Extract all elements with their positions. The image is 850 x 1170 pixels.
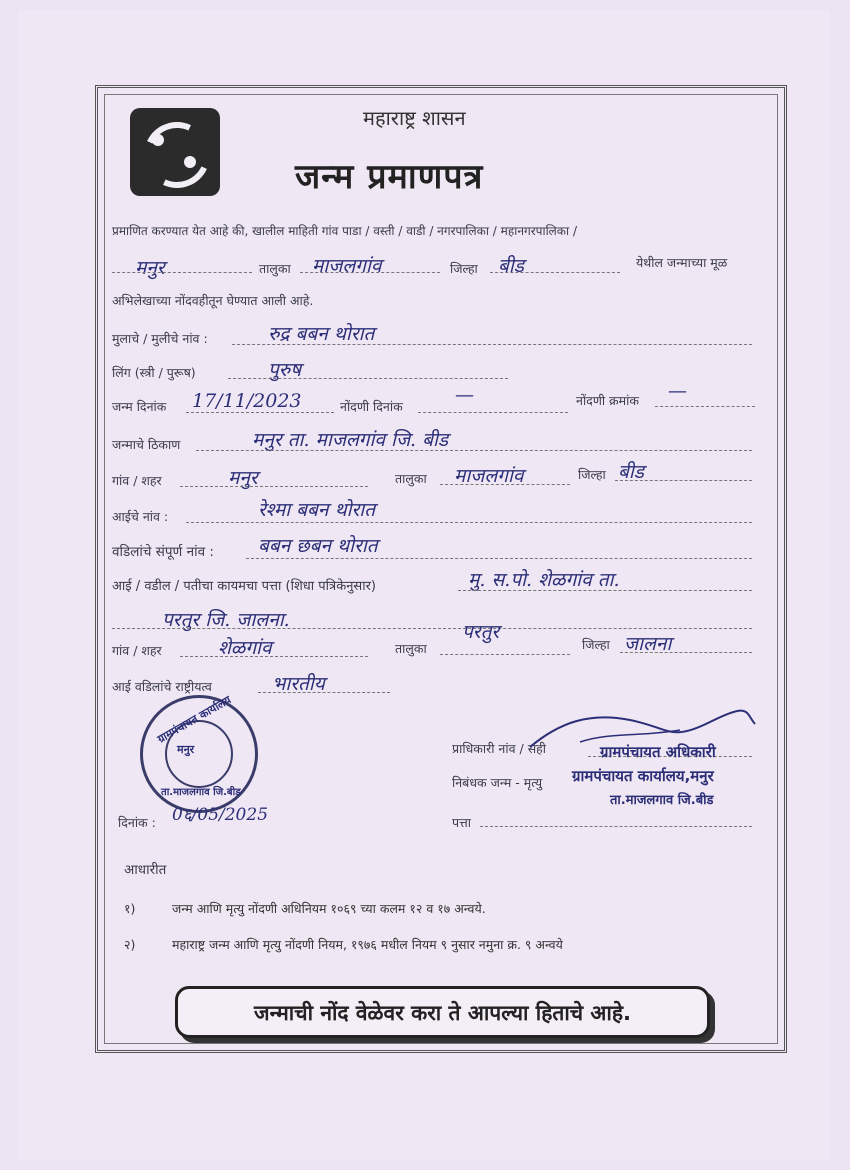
office-seal <box>140 695 258 813</box>
town-value: मनुर <box>228 467 258 489</box>
date-value: 0६/05/2025 <box>172 805 269 825</box>
reg-no-value: — <box>668 380 687 402</box>
address-label: आई / वडील / पतीचा कायमचा पत्ता (शिधा पत्रिकेनुसार) <box>112 579 376 594</box>
basis-item2-number: २) <box>124 937 136 952</box>
town-district-value: बीड <box>618 461 644 483</box>
town2-taluka-label: तालुका <box>395 641 427 656</box>
town2-taluka-value: परतुर <box>462 621 500 643</box>
town2-label: गांव / शहर <box>112 643 162 658</box>
reg-date-label: नोंदणी दिनांक <box>340 399 403 414</box>
seal-top-text: ग्रामपंचायत कार्यालय <box>155 693 234 746</box>
address-value-line2: परतुर जि. जालना. <box>162 609 290 631</box>
intro-line1: प्रमाणित करण्यात येत आहे की, खालील माहिती गांव पाडा / वस्ती / वाडी / नगरपालिका / महानगरपालिका / <box>112 224 577 238</box>
town-label: गांव / शहर <box>112 473 162 488</box>
seal-center-text: मनुर <box>177 743 195 756</box>
basis-item2-text: महाराष्ट्र जन्म आणि मृत्यु नोंदणी नियम, १९७६ मधील नियम ९ नुसार नमुना क्र. ९ अन्वये <box>172 937 563 952</box>
government-logo-icon <box>130 108 220 196</box>
reg-no-label: नोंदणी क्रमांक <box>576 393 639 408</box>
town-taluka-value: माजलगांव <box>454 465 524 487</box>
nationality-label: आई वडिलांचे राष्ट्रीयत्व <box>112 679 212 694</box>
nationality-value: भारतीय <box>272 673 325 695</box>
stamp-line3: ता.माजलगाव जि.बीड <box>610 793 714 808</box>
intro-taluka-value: माजलगांव <box>312 255 382 277</box>
child-name-value: रुद्र बबन थोरात <box>268 323 375 345</box>
father-name-label: वडिलांचे संपूर्ण नांव : <box>112 544 214 560</box>
basis-item1-text: जन्म आणि मृत्यु नोंदणी अधिनियम १०६९ च्या कलम १२ व १७ अन्वये. <box>172 901 486 916</box>
intro-village-value: मनुर <box>135 257 165 279</box>
reminder-banner-text: जन्माची नोंद वेळेवर करा ते आपल्या हिताचे आहे. <box>253 1001 631 1025</box>
stamp-line2: ग्रामपंचायत कार्यालय,मनुर <box>572 767 714 785</box>
certificate-title: जन्म प्रमाणपत्र <box>295 157 484 197</box>
town2-district-value: जालना <box>624 633 672 655</box>
birthplace-label: जन्माचे ठिकाण <box>112 437 181 452</box>
town2-district-label: जिल्हा <box>582 637 610 652</box>
basis-heading: आधारीत <box>124 862 167 878</box>
intro-line3: अभिलेखाच्या नोंदवहीतून घेण्यात आली आहे. <box>112 293 314 308</box>
intro-suffix: येथील जन्माच्या मूळ <box>636 255 728 270</box>
authority-label: प्राधिकारी नांव / सही <box>452 741 547 756</box>
child-name-label: मुलाचे / मुलीचे नांव : <box>112 331 208 346</box>
intro-taluka-label: तालुका <box>259 261 291 276</box>
gender-label: लिंग (स्त्री / पुरूष) <box>112 365 196 380</box>
birthplace-value: मनुर ता. माजलगांव जि. बीड <box>252 429 449 451</box>
town-taluka-label: तालुका <box>395 471 427 486</box>
mother-name-value: रेश्मा बबन थोरात <box>258 499 376 521</box>
intro-district-label: जिल्हा <box>450 261 478 276</box>
basis-item1-number: १) <box>124 901 136 916</box>
father-name-value: बबन छबन थोरात <box>258 535 378 557</box>
dob-value: 17/11/2023 <box>192 390 302 412</box>
intro-district-value: बीड <box>498 255 524 277</box>
government-heading: महाराष्ट्र शासन <box>363 106 466 130</box>
reminder-banner <box>175 986 710 1038</box>
gender-value: पुरुष <box>268 359 302 381</box>
mother-name-label: आईचे नांव : <box>112 509 169 524</box>
dob-label: जन्म दिनांक <box>112 399 167 414</box>
town-district-label: जिल्हा <box>578 467 606 482</box>
date-label: दिनांक : <box>118 815 156 830</box>
seal-bottom-text: ता.माजलगाव जि.बीड <box>161 787 241 798</box>
address-value-line1: मु. स.पो. शेळगांव ता. <box>468 569 620 591</box>
reg-date-value: — <box>455 384 474 406</box>
stamp-line1: ग्रामपंचायत अधिकारी <box>600 743 716 761</box>
registrar-label: निबंधक जन्म - मृत्यु <box>452 775 543 790</box>
address-sign-label: पत्ता <box>452 815 471 830</box>
town2-value: शेळगांव <box>218 637 272 659</box>
